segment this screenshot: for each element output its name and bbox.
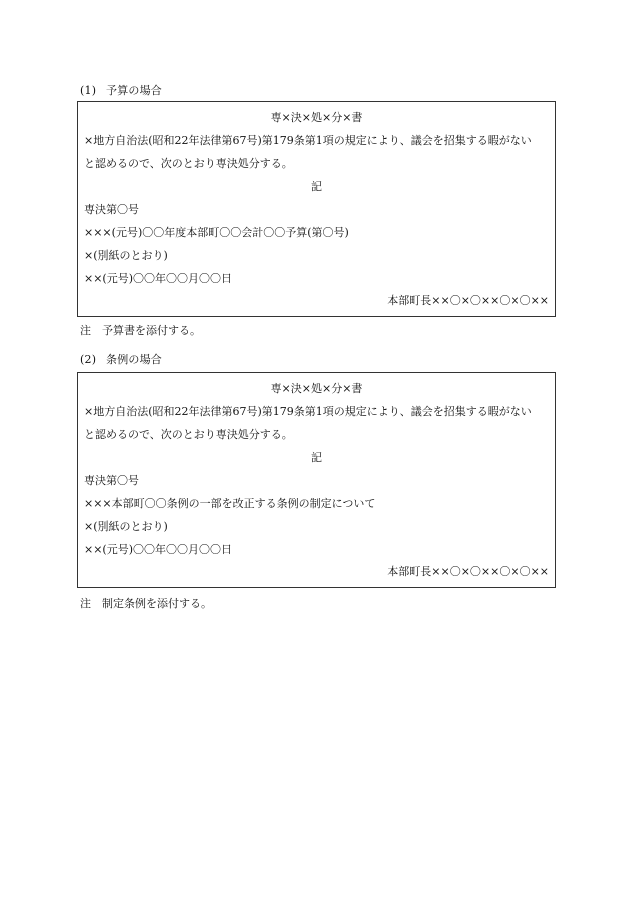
attachment-reference: ×(別紙のとおり) [84,520,168,533]
decision-subject: ×××(元号)〇〇年度本部町〇〇会計〇〇予算(第〇号) [84,226,349,239]
body-text-line-1: ×地方自治法(昭和22年法律第67号)第179条第1項の規定により、議会を招集する暇がない [84,134,532,147]
body-text-line-1: ×地方自治法(昭和22年法律第67号)第179条第1項の規定により、議会を招集する暇がない [84,405,532,418]
body-text-line-2: と認めるので、次のとおり専決処分する。 [84,157,293,170]
section-heading-ordinance [80,354,162,365]
section-title: 予算の場合 [106,84,162,97]
document-box-budget [77,101,556,317]
note-budget [80,325,201,336]
ki-label: 記 [311,180,322,193]
section-number: (2) [80,353,97,366]
section-number: (1) [80,84,97,97]
document-title: 専×決×処×分×書 [270,382,363,395]
section-heading-budget [80,85,162,96]
decision-date: ××(元号)〇〇年〇〇月〇〇日 [84,543,233,556]
signature-line: 本部町長××〇×〇××〇×〇×× [387,294,549,307]
section-title: 条例の場合 [106,353,162,366]
attachment-reference: ×(別紙のとおり) [84,249,168,262]
signature-line: 本部町長××〇×〇××〇×〇×× [387,565,549,578]
note-mark: 注 [80,597,91,610]
note-mark: 注 [80,324,91,337]
decision-date: ××(元号)〇〇年〇〇月〇〇日 [84,272,233,285]
note-text: 制定条例を添付する。 [102,597,212,610]
ki-label: 記 [311,451,322,464]
document-title: 専×決×処×分×書 [270,111,363,124]
decision-number: 専決第〇号 [84,474,139,487]
decision-number: 専決第〇号 [84,203,139,216]
note-ordinance [80,598,212,609]
note-text: 予算書を添付する。 [102,324,201,337]
decision-subject: ×××本部町〇〇条例の一部を改正する条例の制定について [84,497,376,510]
document-box-ordinance [77,372,556,588]
body-text-line-2: と認めるので、次のとおり専決処分する。 [84,428,293,441]
